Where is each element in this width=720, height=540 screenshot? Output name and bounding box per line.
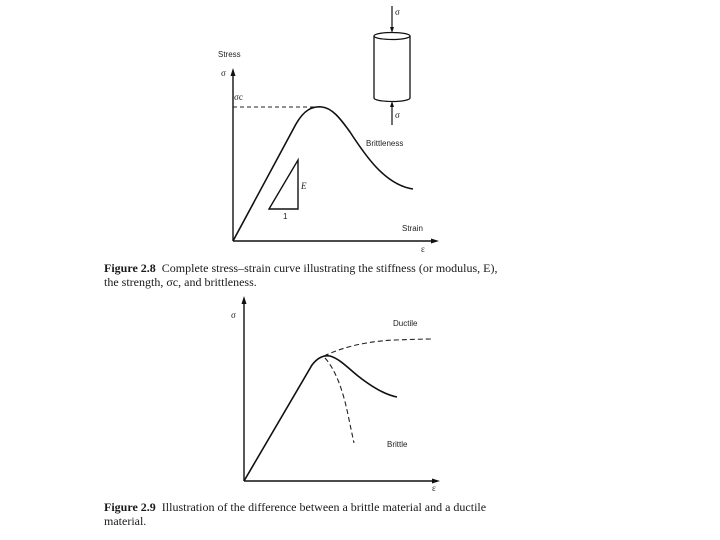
peak-stress-label: σc <box>234 92 243 102</box>
modulus-label: E <box>301 181 307 191</box>
y-axis-label: Stress <box>218 50 241 59</box>
figure-2-8 <box>218 6 439 254</box>
y-axis-symbol: σ <box>221 68 226 78</box>
y-axis-arrow <box>231 68 236 76</box>
caption-line: the strength, σc, and brittleness. <box>104 275 257 289</box>
caption-number: Figure 2.9 <box>104 500 156 514</box>
caption-line: Illustration of the difference between a brittle material and a ductile <box>161 500 487 514</box>
figure-2-9-caption <box>104 500 584 528</box>
caption-line: material. <box>104 514 147 528</box>
x-axis-label: Strain <box>402 224 423 233</box>
stress-strain-curve <box>233 107 413 241</box>
figure-2-9 <box>231 296 440 493</box>
material-curve <box>244 356 397 481</box>
ductile-curve <box>324 339 432 356</box>
cylinder-specimen-icon <box>374 6 410 125</box>
brittle-label: Brittle <box>387 440 408 449</box>
figure-2-8-caption <box>104 261 584 289</box>
brittle-curve <box>325 358 354 443</box>
caption-line: Complete stress–strain curve illustrating the stiffness (or modulus, E), <box>161 261 498 275</box>
x-axis-arrow <box>431 239 439 244</box>
caption-number: Figure 2.8 <box>104 261 156 275</box>
slope-run-label: 1 <box>283 212 288 221</box>
x-axis-symbol-2: ε <box>432 483 436 493</box>
load-symbol-bottom: σ <box>395 110 400 120</box>
ductile-label: Ductile <box>393 319 418 328</box>
brittleness-label: Brittleness <box>366 139 404 148</box>
y-axis-symbol-2: σ <box>231 310 236 320</box>
x-axis-symbol: ε <box>421 244 425 254</box>
load-symbol-top: σ <box>395 7 400 17</box>
y-axis-arrow-2 <box>242 296 247 304</box>
